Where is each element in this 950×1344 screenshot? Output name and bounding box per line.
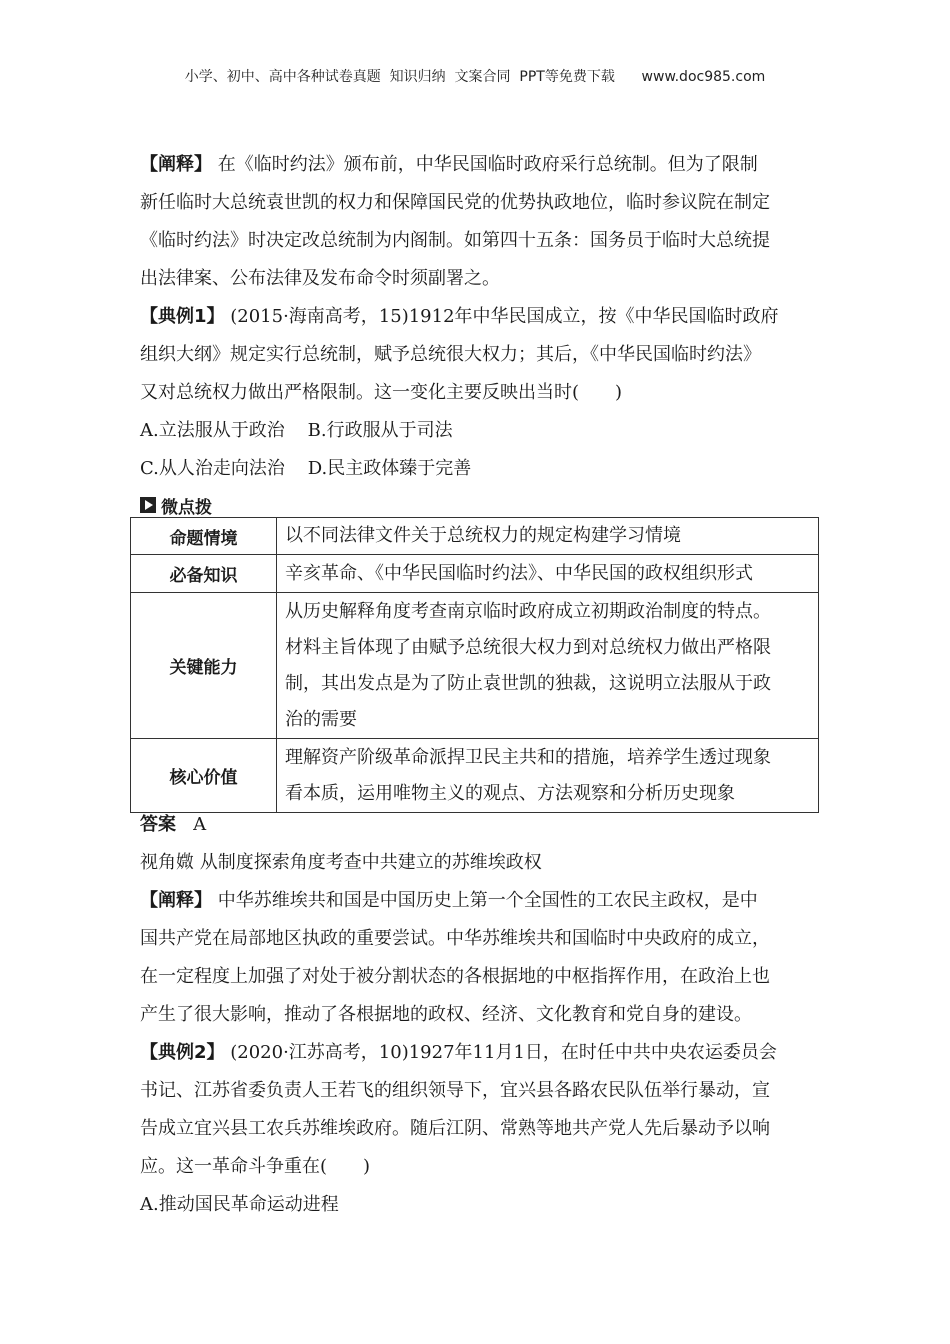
table-key: 命题情境 (131, 518, 277, 555)
explanation-tag: 【阐释】 (140, 154, 212, 175)
option-b: B.行政服从于司法 (307, 420, 453, 441)
example-1-tag: 【典例1】 (140, 306, 225, 327)
table-value: 辛亥革命、《中华民国临时约法》、中华民国的政权组织形式 (277, 555, 819, 593)
answer-value: A (193, 814, 207, 835)
example-2-option-a: A.推动国民革命运动进程 (140, 1194, 339, 1215)
explanation-paragraph-2: 【阐释】 中华苏维埃共和国是中国历史上第一个全国性的工农民主政权，是中 国共产党在局部地区执政的重要尝试。中华苏维埃共和国临时中央政府的成立， 在一定程度上加强了对处于被分割状态的各根据地的中枢指挥作用，在政治上也 产生了很大影响，推动了各根据地的政权、经济、文化教育和党自身的建设。 (140, 890, 770, 1025)
answer-line (140, 806, 820, 844)
example-1-options-ab (140, 412, 820, 450)
example-1-question: 【典例1】 (2015·海南高考，15)1912年中华民国成立，按《中华民国临时政府 组织大纲》规定实行总统制，赋予总统很大权力；其后，《中华民国临时约法》 又对总统权力做出严格限制。这一变化主要反映出当时( ) (140, 306, 779, 403)
page-header: 小学、初中、高中各种试卷真题 知识归纳 文案合同 PPT等免费下载 www.doc985.com (184, 69, 766, 85)
micro-tip-heading: 微点拨 (140, 488, 820, 522)
analysis-table (130, 517, 819, 813)
option-a: A.立法服从于政治 (140, 420, 285, 441)
table-value: 从历史解释角度考查南京临时政府成立初期政治制度的特点。 材料主旨体现了由赋予总统很大权力到对总统权力做出严格限 制，其出发点是为了防止袁世凯的独裁，这说明立法服从于政 治的需要 (277, 593, 819, 739)
play-icon (140, 497, 156, 513)
table-row (131, 518, 819, 555)
example-2-tag: 【典例2】 (140, 1042, 225, 1063)
table-key: 核心价值 (131, 739, 277, 813)
table-row (131, 739, 819, 813)
explanation-tag: 【阐释】 (140, 890, 212, 911)
example-2-question: 【典例2】 (2020·江苏高考，10)1927年11月1日，在时任中共中央农运委员会 书记、江苏省委负责人王若飞的组织领导下，宜兴县各路农民队伍举行暴动，宣 告成立宜兴县工农兵苏维埃政府。随后江阴、常熟等地共产党人先后暴动予以响 应。这一革命斗争重在( ) (140, 1042, 777, 1177)
option-c: C.从人治走向法治 (140, 458, 285, 479)
perspective-title: 视角媺 从制度探索角度考查中共建立的苏维埃政权 (140, 852, 542, 873)
option-d: D.民主政体臻于完善 (307, 458, 472, 479)
table-value: 理解资产阶级革命派捍卫民主共和的措施，培养学生透过现象 看本质，运用唯物主义的观点、方法观察和分析历史现象 (277, 739, 819, 813)
table-value: 以不同法律文件关于总统权力的规定构建学习情境 (277, 518, 819, 555)
example-1-options-cd (140, 450, 820, 488)
answer-label: 答案 (140, 814, 176, 835)
explanation-paragraph-1: 【阐释】 在《临时约法》颁布前，中华民国临时政府采行总统制。但为了限制 新任临时大总统袁世凯的权力和保障国民党的优势执政地位，临时参议院在制定 《临时约法》时决定改总统制为内阁制。如第四十五条：国务员于临时大总统提 出法律案、公布法律及发布命令时须副署之。 (140, 154, 770, 289)
table-row (131, 593, 819, 739)
table-key: 必备知识 (131, 555, 277, 593)
lower-content (140, 806, 820, 1224)
table-key: 关键能力 (131, 593, 277, 739)
table-row (131, 555, 819, 593)
upper-content (140, 146, 820, 522)
